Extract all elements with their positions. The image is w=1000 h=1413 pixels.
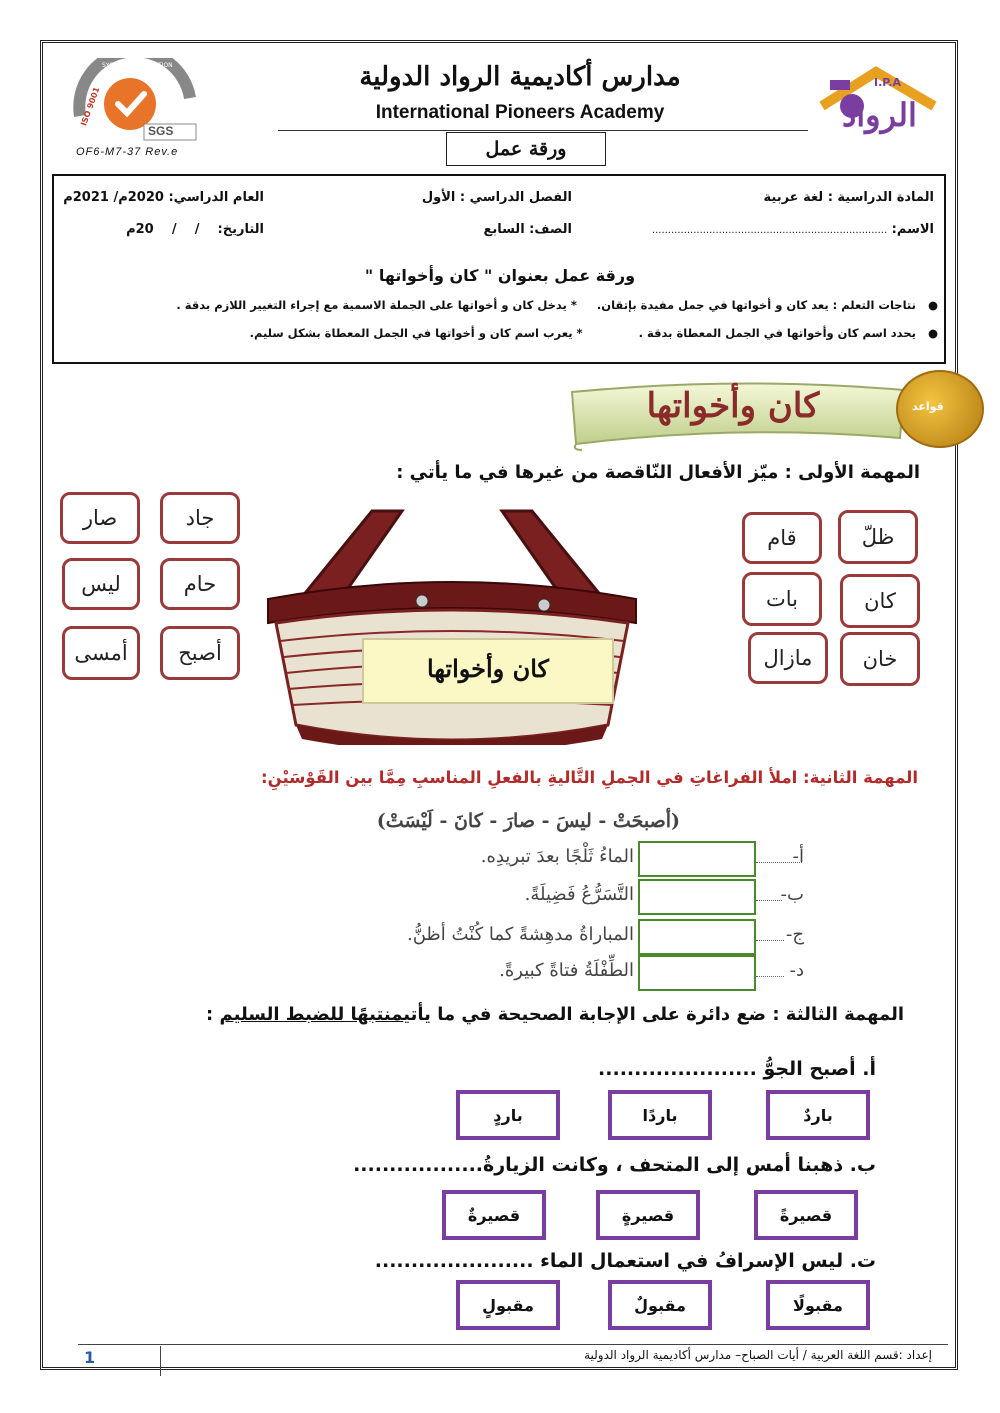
banner-title: كان وأخواتها	[646, 386, 820, 426]
sentence-letter: د-	[789, 960, 804, 981]
word-card[interactable]: حام	[160, 558, 240, 610]
name-field[interactable]	[652, 222, 934, 237]
task2-choices: (أصبحَتْ - ليسَ - صارَ - كانَ - لَيْسَتْ)	[376, 810, 680, 832]
task3-title	[206, 1004, 904, 1025]
dotted-line	[756, 940, 784, 941]
semester: الفصل الدراسي : الأول	[421, 190, 572, 205]
outcome-2a: يحدد اسم كان وأخواتها في الجمل المعطاة بدقة .	[638, 326, 916, 340]
word-card[interactable]: كان	[840, 574, 920, 628]
question-text: ت. ليس الإسرافُ في استعمال الماء ......................	[374, 1250, 876, 1272]
answer-option[interactable]: باردٌ	[766, 1090, 870, 1140]
name-label: الاسم:	[891, 222, 934, 237]
task1-title: المهمة الأولى : ميّز الأفعال النّاقصة من غيرها في ما يأتي :	[396, 462, 920, 483]
school-name-english: International Pioneers Academy	[375, 102, 665, 123]
header-divider	[278, 130, 808, 131]
sentence-text: الطِّفْلَةُ فتاةً كبيرةً.	[499, 960, 634, 981]
task3-title-underlined: منتبهًا للضبط السليم	[219, 1004, 404, 1025]
iso-text: ISO 9001	[79, 85, 102, 128]
sentence-text: الماءُ ثَلْجًا بعدَ تبريدِه.	[480, 846, 634, 867]
dotted-line	[756, 862, 802, 863]
task2-title: المهمة الثانية: املأ الفراغاتِ في الجملِ التَّاليةِ بالفعلِ المناسبِ مِمَّا بين القَوْسَيْنِ:	[261, 768, 918, 787]
basket-label: كان وأخواتها	[362, 638, 614, 704]
cert-ring-text: SYSTEM CERTIFICATION	[102, 62, 173, 69]
bullet-icon: ●	[919, 298, 938, 312]
task3-title-main: المهمة الثالثة : ضع دائرة على الإجابة الصحيحة في ما يأتي	[403, 1004, 904, 1025]
academy-logo-text: الرواد	[842, 96, 917, 134]
footer-credit: إعداد :قسم اللغة العربية / أيات الصباح– مدارس أكاديمية الرواد الدولية	[584, 1348, 932, 1362]
sentence-letter: أ-	[792, 846, 804, 867]
worksheet-title: ورقة عمل بعنوان " كان وأخواتها "	[364, 266, 636, 285]
certification-logo	[72, 58, 202, 142]
outcome-1a: نتاجات التعلم : يعد كان و أخواتها في جمل مفيدة بإتقان.	[596, 298, 916, 312]
outcome-1b: * يدخل كان و أخواتها على الجملة الاسمية مع إجراء التغيير اللازم بدقة .	[176, 298, 577, 312]
blank-input[interactable]	[638, 955, 756, 991]
outcome-row-2	[250, 326, 938, 340]
school-year: العام الدراسي: 2020م/ 2021م	[63, 190, 264, 205]
answer-option[interactable]: باردٍ	[456, 1090, 560, 1140]
grade: الصف: السابع	[483, 222, 572, 237]
answer-option[interactable]: مقبولٍ	[456, 1280, 560, 1330]
dotted-line	[756, 976, 784, 977]
basket-image	[262, 505, 642, 745]
answer-option[interactable]: قصيرةً	[754, 1190, 858, 1240]
sentence-letter: ج-	[785, 924, 804, 945]
word-card[interactable]: ليس	[62, 558, 140, 610]
grammar-badge-label: قواعد	[912, 400, 944, 413]
task3-title-end: :	[206, 1004, 220, 1025]
question-text: أ. أصبح الجوُّ ......................	[598, 1058, 876, 1080]
worksheet-label: ورقة عمل	[446, 132, 606, 166]
grammar-badge	[896, 370, 984, 448]
word-card[interactable]: خان	[840, 632, 920, 686]
section-banner	[568, 380, 908, 452]
answer-option[interactable]: مقبولٌ	[608, 1280, 712, 1330]
word-card[interactable]: أصبح	[160, 626, 240, 680]
answer-option[interactable]: باردًا	[608, 1090, 712, 1140]
word-card[interactable]: صار	[60, 492, 140, 544]
word-card[interactable]: أمسى	[62, 626, 140, 680]
blank-input[interactable]	[638, 879, 756, 915]
subject: المادة الدراسية : لغة عربية	[763, 190, 934, 205]
outcome-row-1	[176, 298, 938, 312]
sgs-text: SGS	[148, 124, 174, 138]
school-name-arabic: مدارس أكاديمية الرواد الدولية	[359, 62, 681, 92]
word-card[interactable]: جاد	[160, 492, 240, 544]
question-text: ب. ذهبنا أمس إلى المتحف ، وكانت الزيارةُ..................	[353, 1154, 876, 1176]
page-number: 1	[84, 1348, 96, 1367]
sentence-text: المباراةُ مدهِشةً كما كُنْتُ أظنُّ.	[407, 924, 634, 945]
academy-logo-small: I.P.A	[874, 76, 902, 89]
answer-option[interactable]: قصيرةٌ	[442, 1190, 546, 1240]
answer-option[interactable]: مقبولًا	[766, 1280, 870, 1330]
date-field[interactable]: التاريخ: / / 20م	[126, 222, 264, 237]
form-code: OF6-M7-37 Rev.e	[76, 146, 179, 158]
word-card[interactable]: بات	[742, 572, 822, 626]
sentence-letter: ب-	[780, 884, 804, 905]
outcome-2b: * يعرب اسم كان و أخواتها في الجمل المعطاة بشكل سليم.	[249, 326, 583, 340]
word-card[interactable]: ظلّ	[838, 510, 918, 564]
word-card[interactable]: قام	[742, 512, 822, 564]
word-card[interactable]: مازال	[748, 632, 828, 684]
blank-input[interactable]	[638, 919, 756, 955]
footer-separator	[160, 1346, 161, 1376]
sentence-text: التَّسَرُّعُ فَضِيلَةً.	[524, 884, 634, 905]
bullet-icon: ●	[919, 326, 938, 340]
blank-input[interactable]	[638, 841, 756, 877]
dotted-line	[756, 900, 782, 901]
name-dots: ..........................................................................	[651, 225, 888, 236]
footer-divider	[78, 1344, 948, 1345]
answer-option[interactable]: قصيرةٍ	[596, 1190, 700, 1240]
academy-logo	[812, 66, 940, 146]
